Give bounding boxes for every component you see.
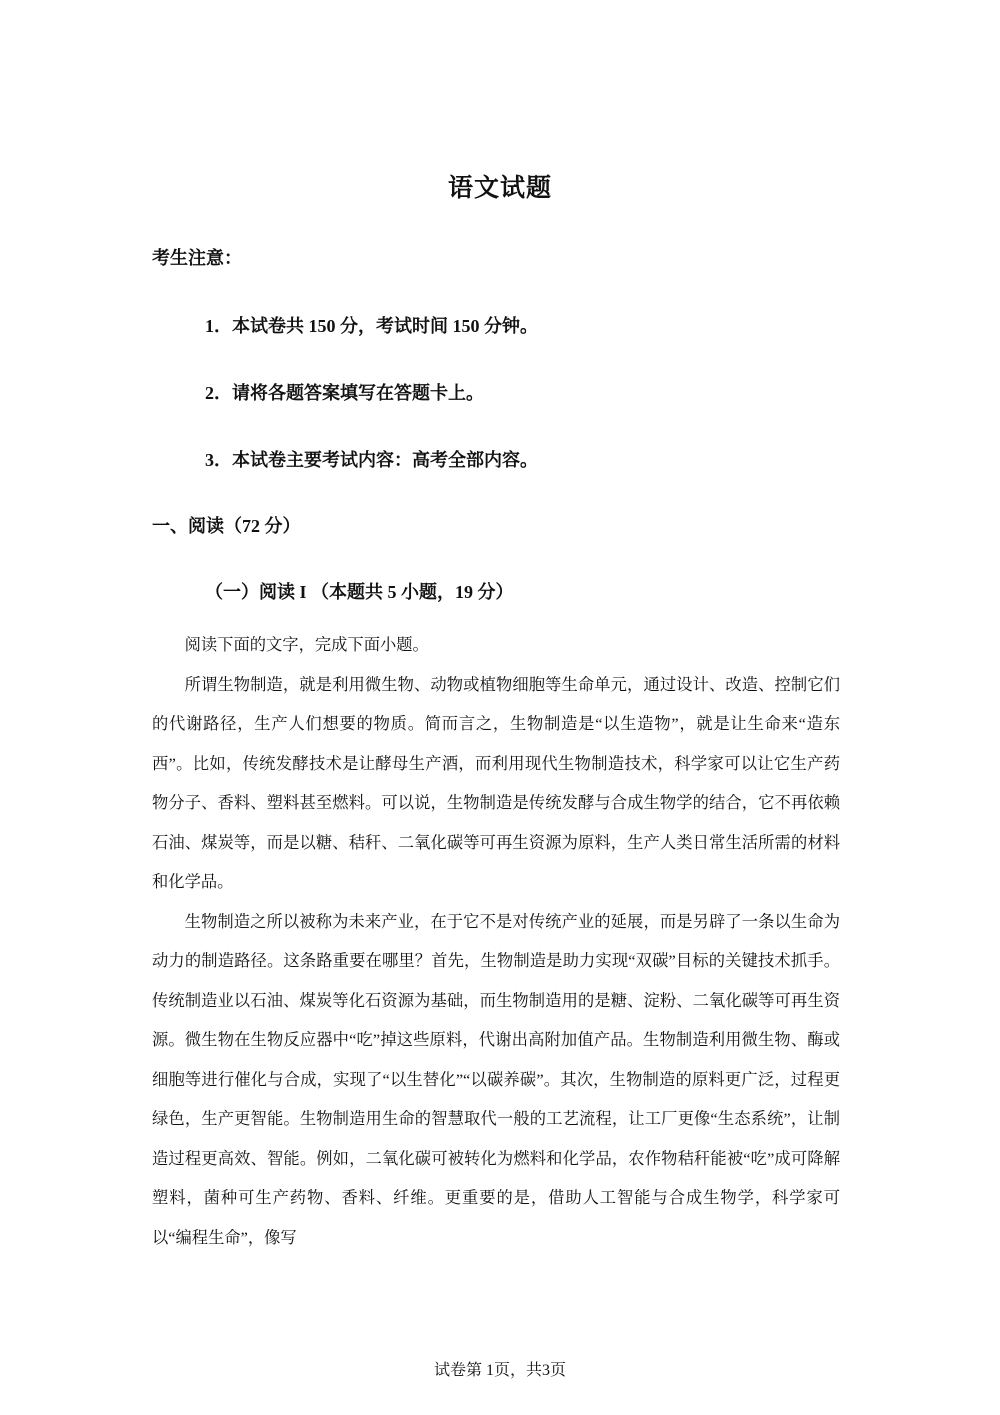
passage-instruction: 阅读下面的文字，完成下面小题。 <box>184 635 429 654</box>
passage-paragraph: 所谓生物制造，就是利用微生物、动物或植物细胞等生命单元，通过设计、改造、控制它们的代谢路径，生产人们想要的物质。简而言之，生物制造是“以生造物”，就是让生命来“造东西”。比如，传统发酵技术是让酵母生产酒，而利用现代生物制造技术，科学家可以让它生产药物分子、香料、塑料甚至燃料。可以说，生物制造是传统发酵与合成生物学的结合，它不再依赖石油、煤炭等，而是以糖、秸秆、二氧化碳等可再生资源为原料，生产人类日常生活所需的材料和化学品。 <box>152 674 840 891</box>
page-title: 语文试题 <box>447 175 552 202</box>
passage-paragraph: 生物制造之所以被称为未来产业，在于它不是对传统产业的延展，而是另辟了一条以生命为动力的制造路径。这条路重要在哪里？首先，生物制造是助力实现“双碳”目标的关键技术抓手。传统制造业以石油、煤炭等化石资源为基础，而生物制造用的是糖、淀粉、二氧化碳等可再生资源。微生物在生物反应器中“吃”掉这些原料，代谢出高附加值产品。生物制造利用微生物、酶或细胞等进行催化与合成，实现了“以生替化”“以碳养碳”。其次，生物制造的原料更广泛，过程更绿色，生产更智能。生物制造用生命的智慧取代一般的工艺流程，让工厂更像“生态系统”，让制造过程更高效、智能。例如，二氧化碳可被转化为燃料和化学品，农作物秸秆能被“吃”成可降解塑料，菌种可生产药物、香料、纤维。更重要的是，借助人工智能与合成生物学，科学家可以“编程生命”，像写 <box>152 911 840 1247</box>
notice-heading: 考生注意： <box>152 248 242 268</box>
reading-passage <box>152 625 840 1257</box>
notice-item: 2．请将各题答案填写在答题卡上。 <box>205 383 484 403</box>
notice-item: 1．本试卷共 150 分，考试时间 150 分钟。 <box>205 316 538 336</box>
notice-item: 3．本试卷主要考试内容：高考全部内容。 <box>205 450 538 470</box>
section-heading: 一、阅读（72 分） <box>152 516 301 536</box>
page-footer: 试卷第 1页，共3页 <box>433 1362 566 1379</box>
subsection-heading: （一）阅读 I （本题共 5 小题，19 分） <box>205 582 514 602</box>
